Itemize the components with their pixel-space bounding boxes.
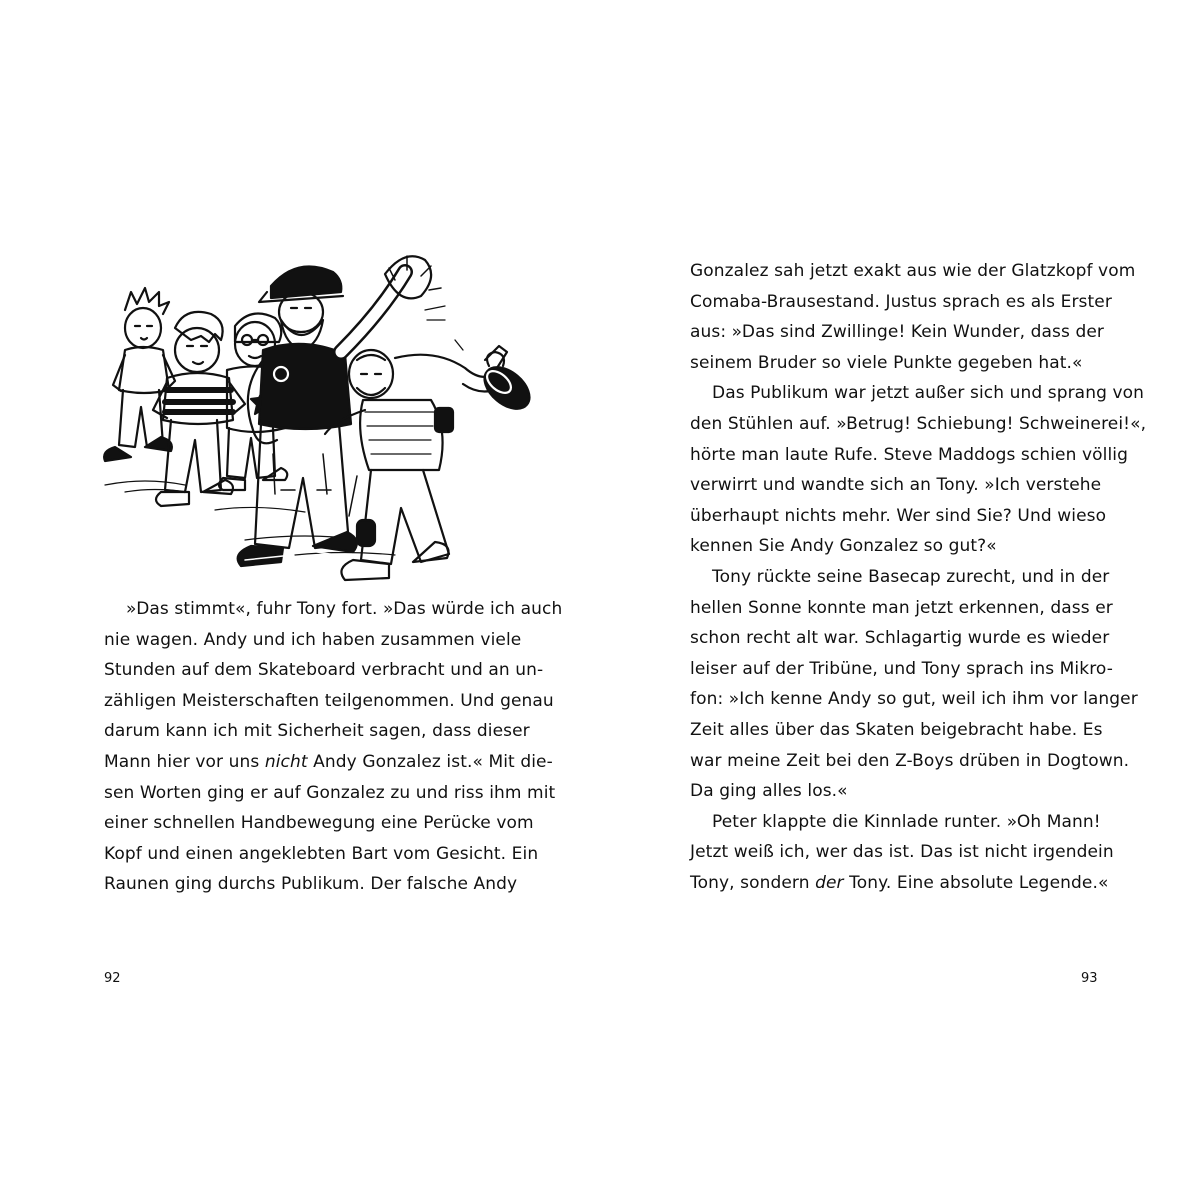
text-segment: Tony, sondern: [690, 872, 816, 893]
text-line: zähligen Meisterschaften teilgenommen. Und genau: [104, 690, 554, 711]
text-line: Kopf und einen angeklebten Bart vom Gesicht. Ein: [104, 843, 539, 864]
text-line: nie wagen. Andy und ich haben zusammen viele: [104, 629, 522, 650]
boy-spiky-hair: [104, 288, 175, 461]
right-page: [600, 0, 1200, 1200]
text-line: Zeit alles über das Skaten beigebracht habe. Es: [690, 719, 1103, 740]
text-line: war meine Zeit bei den Z-Boys drüben in Dogtown.: [690, 750, 1130, 771]
page-number-right: 93: [1081, 971, 1098, 986]
text-line: verwirrt und wandte sich an Tony. »Ich verstehe: [690, 475, 1102, 496]
text-line: Stunden auf dem Skateboard verbracht und an un-: [104, 660, 544, 681]
right-page-text: [690, 256, 1147, 898]
text-line: darum kann ich mit Sicherheit sagen, dass dieser: [104, 721, 530, 742]
text-line: aus: »Das sind Zwillinge! Kein Wunder, dass der: [690, 322, 1105, 343]
text-line: leiser auf der Tribüne, und Tony sprach ins Mikro-: [690, 658, 1113, 679]
text-line: Tony rückte seine Basecap zurecht, und in der: [712, 566, 1110, 587]
text-line: kennen Sie Andy Gonzalez so gut?«: [690, 536, 997, 557]
text-line: seinem Bruder so viele Punkte gegeben hat.«: [690, 352, 1083, 373]
text-line-mixed: [104, 747, 553, 778]
italic-emphasis: nicht: [264, 751, 308, 772]
text-line: »Das stimmt«, fuhr Tony fort. »Das würde ich auch: [126, 599, 563, 619]
text-line: fon: »Ich kenne Andy so gut, weil ich ihm vor langer: [690, 689, 1138, 710]
text-line: hörte man laute Rufe. Steve Maddogs schien völlig: [690, 444, 1128, 465]
text-segment: Tony. Eine absolute Legende.«: [843, 872, 1109, 893]
text-line: Da ging alles los.«: [690, 781, 848, 802]
comic-illustration: [95, 240, 535, 585]
text-line: Raunen ging durchs Publikum. Der falsche Andy: [104, 874, 518, 895]
tony-character: [238, 256, 441, 566]
italic-emphasis: der: [815, 872, 844, 893]
text-line: einer schnellen Handbewegung eine Perücke vom: [104, 813, 534, 834]
text-line: Jetzt weiß ich, wer das ist. Das ist nicht irgendein: [690, 842, 1114, 863]
page-number-left: 92: [104, 971, 121, 986]
flying-helmet: [477, 352, 537, 417]
text-segment: Mann hier vor uns: [104, 751, 265, 772]
text-line: schon recht alt war. Schlagartig wurde es wieder: [690, 628, 1110, 649]
text-segment: Andy Gonzalez ist.« Mit die-: [307, 751, 553, 772]
text-line-mixed: [690, 868, 1109, 899]
text-line: Das Publikum war jetzt außer sich und sprang von: [712, 383, 1145, 404]
text-line: hellen Sonne konnte man jetzt erkennen, dass er: [690, 597, 1113, 618]
text-line: Gonzalez sah jetzt exakt aus wie der Glatzkopf vom: [690, 261, 1136, 281]
left-page-text: [104, 594, 563, 900]
text-line: überhaupt nichts mehr. Wer sind Sie? Und wieso: [690, 505, 1107, 526]
text-line: den Stühlen auf. »Betrug! Schiebung! Schweinerei!«,: [690, 413, 1147, 434]
text-line: Comaba-Brausestand. Justus sprach es als Erster: [690, 291, 1112, 312]
text-line: sen Worten ging er auf Gonzalez zu und riss ihm mit: [104, 782, 556, 803]
text-line: Peter klappte die Kinnlade runter. »Oh Mann!: [712, 811, 1101, 832]
